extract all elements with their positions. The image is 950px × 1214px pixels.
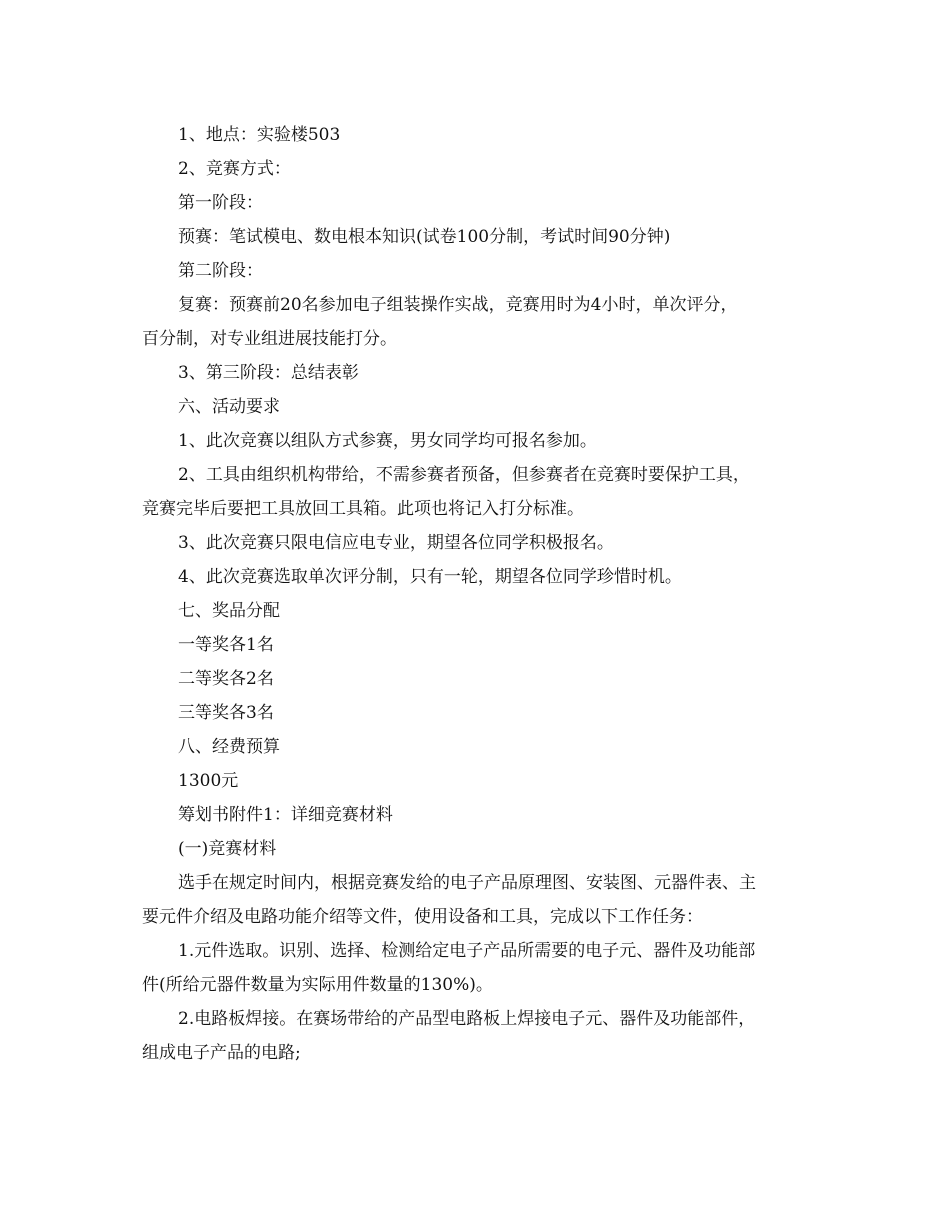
text-line: 1、此次竞赛以组队方式参赛，男女同学均可报名参加。 <box>178 431 597 451</box>
section-heading-requirements <box>142 390 812 424</box>
paragraph-requirement-4 <box>142 560 812 594</box>
paragraph-stage-one <box>142 186 812 220</box>
document-body <box>142 118 812 1070</box>
text-line: 七、奖品分配 <box>178 601 280 621</box>
paragraph-task-component-selection <box>142 934 812 1002</box>
text-line: 要元件介绍及电路功能介绍等文件，使用设备和工具，完成以下工作任务： <box>142 907 703 927</box>
paragraph-third-prize <box>142 696 812 730</box>
text-line: (一)竞赛材料 <box>178 839 277 859</box>
text-line: 3、此次竞赛只限电信应电专业，期望各位同学积极报名。 <box>178 533 614 553</box>
paragraph-location <box>142 118 812 152</box>
text-line: 二等奖各2名 <box>178 669 274 689</box>
text-line: 3、第三阶段：总结表彰 <box>178 363 359 383</box>
text-line: 1300元 <box>178 771 239 791</box>
paragraph-first-prize <box>142 628 812 662</box>
paragraph-requirement-1 <box>142 424 812 458</box>
text-line: 竞赛完毕后要把工具放回工具箱。此项也将记入打分标准。 <box>142 499 584 519</box>
text-line: 六、活动要求 <box>178 397 280 417</box>
paragraph-final-round <box>142 288 812 356</box>
text-line: 件(所给元器件数量为实际用件数量的130%)。 <box>142 975 493 995</box>
text-line: 2、工具由组织机构带给，不需参赛者预备，但参赛者在竞赛时要保护工具， <box>178 465 750 485</box>
text-line: 筹划书附件1：详细竞赛材料 <box>178 805 393 825</box>
text-line: 1、地点：实验楼503 <box>178 125 341 145</box>
text-line: 复赛：预赛前20名参加电子组装操作实战，竞赛用时为4小时，单次评分， <box>178 295 738 315</box>
paragraph-second-prize <box>142 662 812 696</box>
paragraph-task-board-soldering <box>142 1002 812 1070</box>
paragraph-competition-format <box>142 152 812 186</box>
paragraph-stage-three <box>142 356 812 390</box>
section-heading-attachment <box>142 798 812 832</box>
paragraph-stage-two <box>142 254 812 288</box>
paragraph-budget-amount <box>142 764 812 798</box>
paragraph-materials-intro <box>142 866 812 934</box>
text-line: 组成电子产品的电路; <box>142 1043 301 1063</box>
text-line: 三等奖各3名 <box>178 703 274 723</box>
text-line: 4、此次竞赛选取单次评分制，只有一轮，期望各位同学珍惜时机。 <box>178 567 682 587</box>
text-line: 2.电路板焊接。在赛场带给的产品型电路板上焊接电子元、器件及功能部件， <box>178 1009 756 1029</box>
text-line: 第二阶段： <box>178 261 263 281</box>
text-line: 一等奖各1名 <box>178 635 274 655</box>
text-line: 第一阶段： <box>178 193 263 213</box>
text-line: 1.元件选取。识别、选择、检测给定电子产品所需要的电子元、器件及功能部 <box>178 941 756 961</box>
text-line: 选手在规定时间内，根据竞赛发给的电子产品原理图、安装图、元器件表、主 <box>178 873 756 893</box>
paragraph-requirement-3 <box>142 526 812 560</box>
section-heading-prizes <box>142 594 812 628</box>
paragraph-preliminary <box>142 220 812 254</box>
text-line: 预赛：笔试模电、数电根本知识(试卷100分制，考试时间90分钟) <box>178 227 671 247</box>
paragraph-requirement-2 <box>142 458 812 526</box>
text-line: 2、竞赛方式： <box>178 159 291 179</box>
text-line: 百分制，对专业组进展技能打分。 <box>142 329 397 349</box>
subheading-materials <box>142 832 812 866</box>
section-heading-budget <box>142 730 812 764</box>
text-line: 八、经费预算 <box>178 737 280 757</box>
